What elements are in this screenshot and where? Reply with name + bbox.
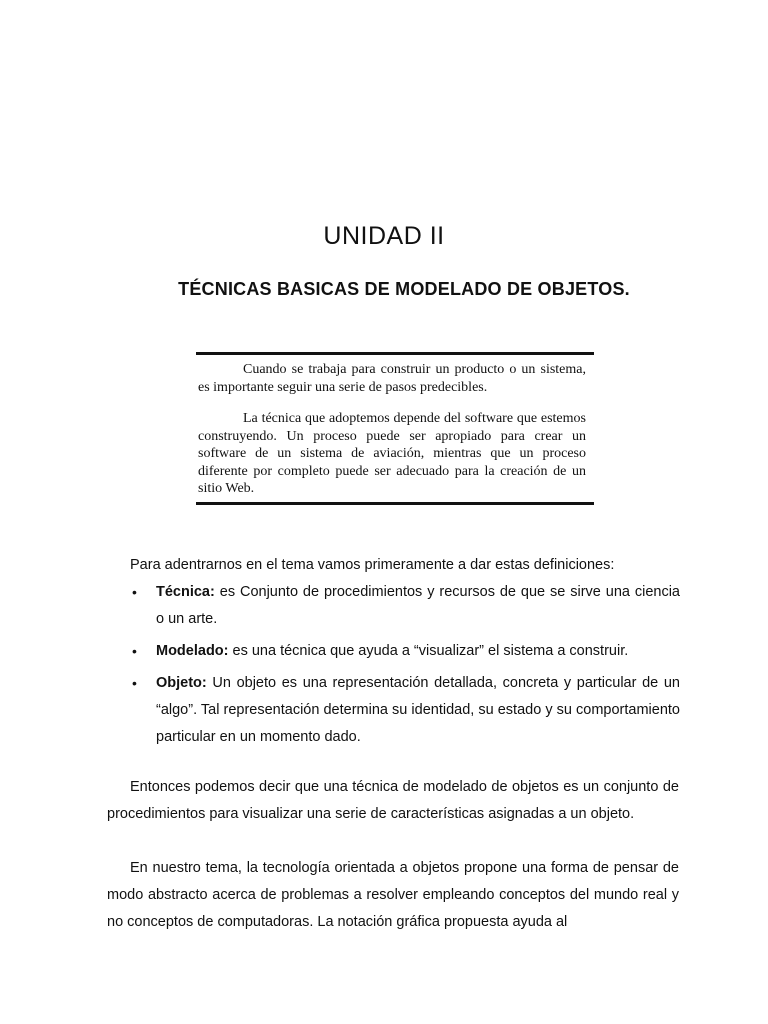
body-paragraph: Entonces podemos decir que una técnica de modelado de objetos es un conjunto de procedimientos para visualizar una serie de características asignadas a un objeto. [107, 779, 679, 822]
definition-text: es Conjunto de procedimientos y recursos de que se sirve una ciencia o un arte. [156, 584, 680, 627]
bullet: • [132, 584, 137, 600]
bullet: • [132, 643, 137, 659]
definition-term: Objeto: [156, 675, 207, 691]
definitions-lead: Para adentrarnos en el tema vamos primeramente a dar estas definiciones: [130, 557, 615, 573]
definitions-list [130, 579, 680, 756]
intro-paragraph: La técnica que adoptemos depende del software que estemos construyendo. Un proceso puede ser apropiado para crear un software de un sistema de aviación, mientras que un proceso diferente por completo puede ser adecuado para la creación de un sitio Web. [198, 411, 586, 496]
definition-modelado [130, 638, 680, 665]
definition-text: es una técnica que ayuda a “visualizar” el sistema a construir. [228, 643, 629, 659]
intro-paragraph: Cuando se trabaja para construir un producto o un sistema, es importante seguir una serie de pasos predecibles. [198, 362, 586, 395]
definition-term: Técnica: [156, 584, 215, 600]
intro-box [196, 352, 594, 505]
section-title: TÉCNICAS BASICAS DE MODELADO DE OBJETOS. [178, 279, 630, 299]
bullet: • [132, 675, 137, 691]
definition-objeto [130, 670, 680, 751]
body-paragraph: En nuestro tema, la tecnología orientada a objetos propone una forma de pensar de modo abstracto acerca de problemas a resolver empleando conceptos del mundo real y no conceptos de computadoras. La notación gráfica propuesta ayuda al [107, 860, 679, 930]
definition-tecnica [130, 579, 680, 633]
definition-text: Un objeto es una representación detallada, concreta y particular de un “algo”. Tal representación determina su identidad, su estado y su comportamiento particular en un momento dado. [156, 675, 680, 745]
unit-title: UNIDAD II [323, 222, 445, 250]
definition-term: Modelado: [156, 643, 229, 659]
